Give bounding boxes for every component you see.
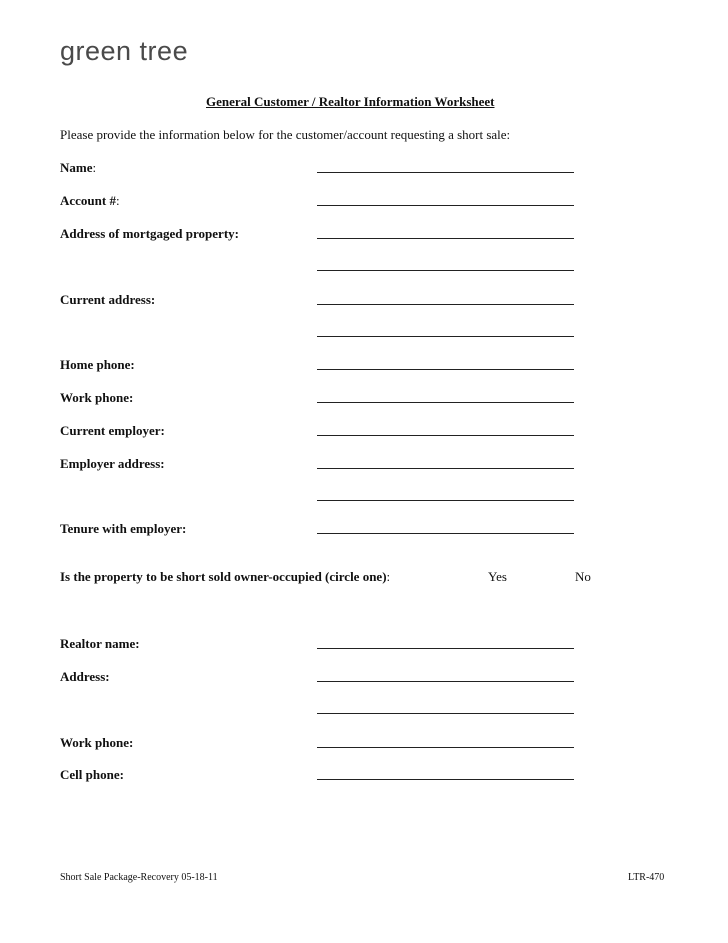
realtor-work-phone-label: Work phone: [60, 735, 134, 750]
no-option[interactable]: No [575, 569, 591, 584]
cell-phone-label: Cell phone: [60, 767, 124, 782]
home-phone-label: Home phone: [60, 357, 135, 372]
current-address-label: Current address: [60, 292, 156, 307]
employer-address-line-2[interactable] [317, 500, 574, 501]
intro-text: Please provide the information below for the customer/account requesting a short sale: [60, 127, 511, 142]
tenure-label: Tenure with employer: [60, 521, 187, 536]
footer-document-id: Short Sale Package-Recovery 05-18-11 [60, 872, 218, 883]
realtor-address-label: Address: [60, 669, 110, 684]
realtor-name-line[interactable] [317, 648, 574, 649]
mortgaged-address-line-2[interactable] [317, 270, 574, 271]
worksheet-title: General Customer / Realtor Information Worksheet [206, 94, 495, 109]
realtor-work-phone-line[interactable] [317, 747, 574, 748]
realtor-address-line-2[interactable] [317, 713, 574, 714]
yes-option[interactable]: Yes [488, 569, 507, 584]
realtor-name-label: Realtor name: [60, 636, 140, 651]
current-address-line-1[interactable] [317, 304, 574, 305]
current-address-line-2[interactable] [317, 336, 574, 337]
owner-occupied-question: Is the property to be short sold owner-occupied (circle one): [60, 569, 391, 584]
mortgaged-address-line-1[interactable] [317, 238, 574, 239]
employer-address-label: Employer address: [60, 456, 165, 471]
cell-phone-line[interactable] [317, 779, 574, 780]
home-phone-line[interactable] [317, 369, 574, 370]
name-field-line[interactable] [317, 172, 574, 173]
tenure-line[interactable] [317, 533, 574, 534]
name-label: Name: [60, 160, 97, 175]
work-phone-label: Work phone: [60, 390, 134, 405]
mortgaged-address-label: Address of mortgaged property: [60, 226, 239, 241]
footer-form-code: LTR-470 [628, 872, 665, 883]
current-employer-label: Current employer: [60, 423, 165, 438]
realtor-address-line-1[interactable] [317, 681, 574, 682]
account-label: Account #: [60, 193, 120, 208]
employer-address-line-1[interactable] [317, 468, 574, 469]
current-employer-line[interactable] [317, 435, 574, 436]
work-phone-line[interactable] [317, 402, 574, 403]
account-field-line[interactable] [317, 205, 574, 206]
green-tree-logo: green tree [60, 36, 189, 66]
